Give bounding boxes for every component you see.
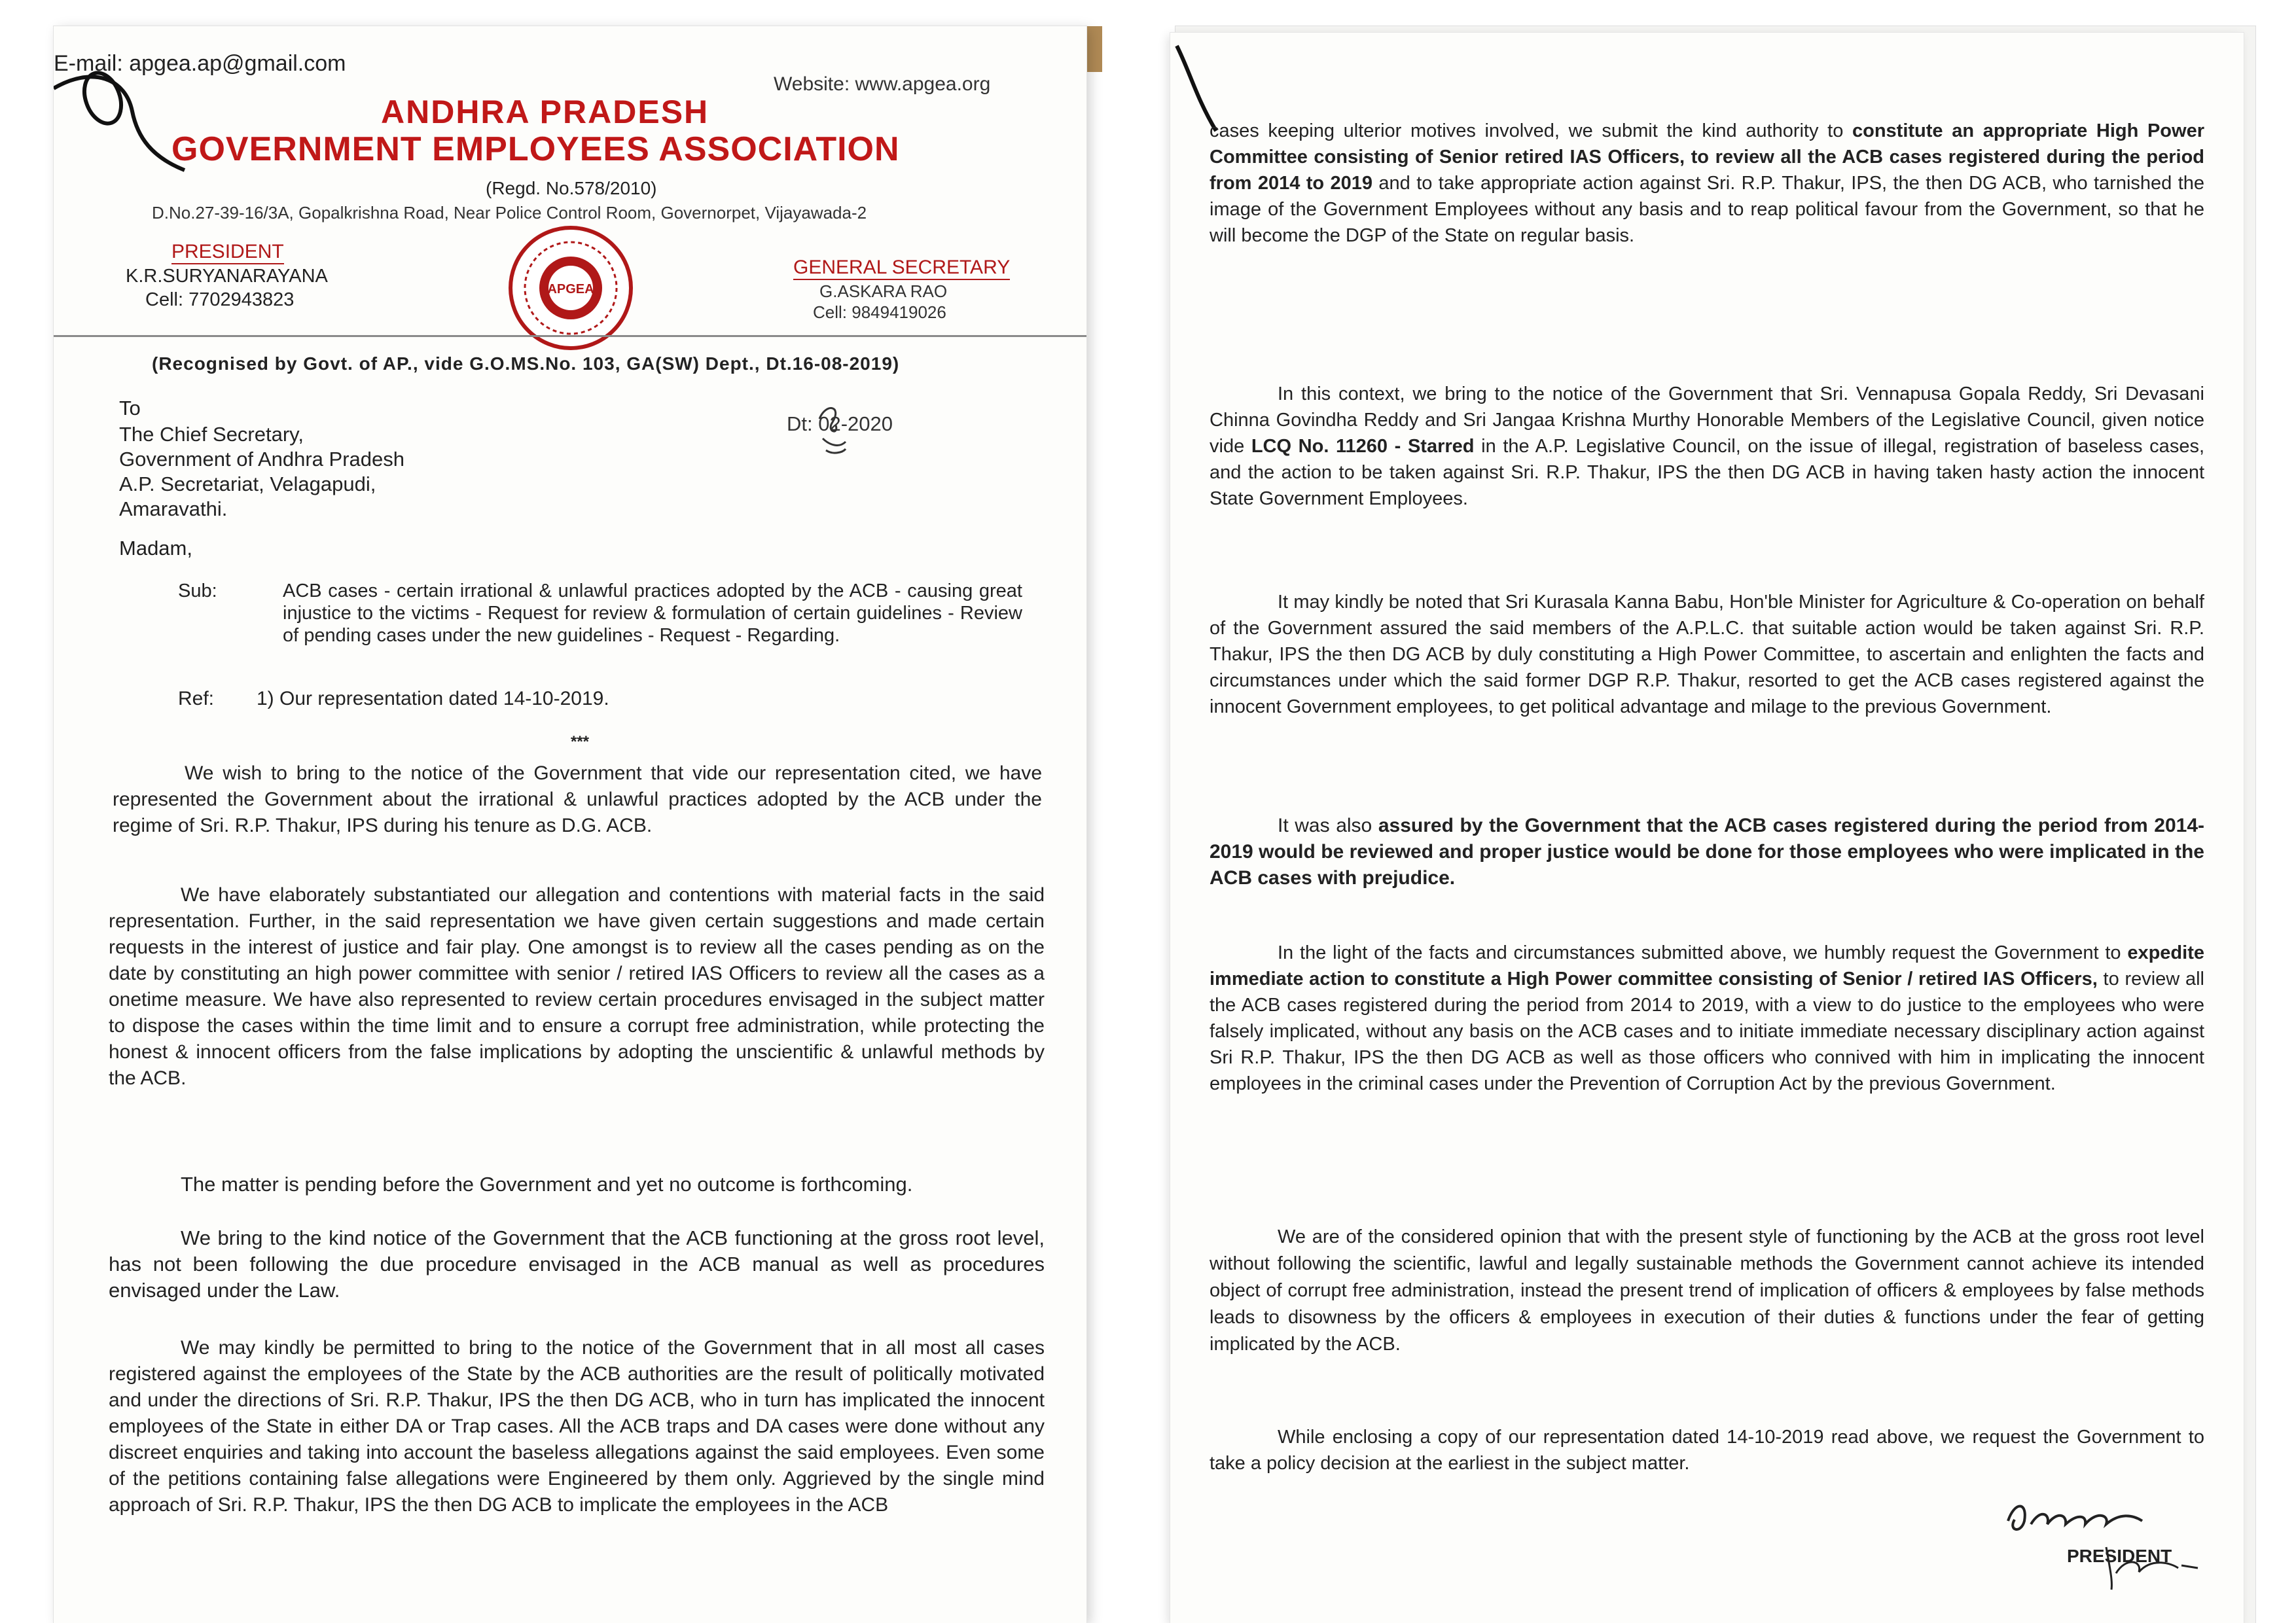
body-paragraph: In this context, we bring to the notice of the Government that Sri. Vennapusa Gopala Reddy, Sri Devasani Chinna Govindha Reddy and Sri Jangaa Krishna Murthy Honorable Members of the Legislative Council, given notice vide LCQ No. 11260 - Starred in the A.P. Legislative Council, on the issue of illegal, registration of baseless cases, and the action to be taken against Sri. R.P. Thakur, IPS the then DG ACB in having taken hasty action the innocent State Government Employees. <box>1210 383 2204 509</box>
org-title-line2: GOVERNMENT EMPLOYEES ASSOCIATION <box>171 130 900 168</box>
body-paragraph: We wish to bring to the notice of the Government that vide our representation cited, we have represented the Government about the irrational & unlawful practices adopted by the ACB under the regime of Sri. R.P. Thakur, IPS during his tenure as D.G. ACB. <box>113 762 1042 836</box>
org-address: D.No.27-39-16/3A, Gopalkrishna Road, Near Police Control Room, Governorpet, Vijayawada-2 <box>152 203 867 223</box>
to-label: To <box>119 397 141 419</box>
signoff-title: PRESIDENT <box>2067 1546 2172 1566</box>
reference-label: Ref: <box>178 688 215 709</box>
general-secretary-cell: Cell: 9849419026 <box>813 302 946 322</box>
body-paragraph: It may kindly be noted that Sri Kurasala Kanna Babu, Hon'ble Minister for Agriculture & Co-operation on behalf of the Government assured the said members of the A.P.L.C. that suitable action would be taken against Sri. R.P. Thakur, IPS the then DG ACB by duly constituting a High Power Committee, to ascertain and enlighten the facts and circumstances under which the said former DGP R.P. Thakur, resorted to get the ACB cases registered against the innocent Government employees, to get political advantage and milage to the previous Government. <box>1210 592 2204 717</box>
recipient-line: A.P. Secretariat, Velagapudi, <box>119 473 376 495</box>
reference-text: 1) Our representation dated 14-10-2019. <box>257 688 609 709</box>
association-logo <box>505 223 636 353</box>
separator-stars: *** <box>571 733 590 751</box>
salutation: Madam, <box>119 537 192 560</box>
president-title: PRESIDENT <box>171 241 284 264</box>
body-paragraph: We have elaborately substantiated our allegation and contentions with material facts in the said representation. Further, in the said representation we have given certain suggestions and made certain requests in the interest of justice and fair play. One amongst is to review all the cases pending as on the date by constituting an high power committee with senior / retired IAS Officers to review all the cases as a onetime measure. We have also represented to review certain procedures envisaged in the subject matter to dispose the cases within the time limit and to ensure a corrupt free administration, while protecting the honest & innocent officers from the false implications by adopting the unscientific & unlawful methods by the ACB. <box>109 884 1045 1089</box>
body-paragraph: We are of the considered opinion that with the present style of functioning by the ACB at the gross root level without following the scientific, lawful and legally sustainable methods the Government cannot achieve its intended object of corrupt free administration, instead the present trend of implication of officers & employees by false methods leads to disowness by the officers & employees in execution of their duties & functions under the fear of getting implicated by the ACB. <box>1210 1226 2204 1355</box>
recipient-line: Government of Andhra Pradesh <box>119 448 404 471</box>
email-text: E-mail: apgea.ap@gmail.com <box>54 51 346 76</box>
recognition-line: (Recognised by Govt. of AP., vide G.O.MS.No. 103, GA(SW) Dept., Dt.16-08-2019) <box>152 353 900 374</box>
org-title-line1: ANDHRA PRADESH <box>381 94 709 130</box>
emphasis-text: assured by the Government that the ACB cases registered during the period from 2014-2019 would be reviewed and proper justice would be done for those employees who were implicated in the ACB cases with prejudice. <box>1210 815 2204 889</box>
reference-line <box>178 687 1029 711</box>
body-paragraph: We may kindly be permitted to bring to the notice of the Government that in all most all cases registered against the employees of the State by the ACB authorities are the result of politically motivated and under the directions of Sri. R.P. Thakur, IPS the then DG ACB, who in turn has implicated the innocent employees of the State in either DA or Trap cases. All the ACB traps and DA cases were done without any discreet enquiries and taking into account the baseless allegations against the said employees. Even some of the petitions containing false allegations were Engineered by them only. Aggrieved by the single mind approach of Sri. R.P. Thakur, IPS the then DG ACB to implicate the employees in the ACB <box>109 1337 1045 1516</box>
subject-text: ACB cases - certain irrational & unlawful practices adopted by the ACB - causing great injustice to the victims - Request for review & formulation of certain guidelines - Review of pending cases under the new guidelines - Request - Regarding. <box>283 580 1022 646</box>
body-paragraph: In the light of the facts and circumstances submitted above, we humbly request the Government to expedite immediate action to constitute a High Power committee consisting of Senior / retired IAS Officers, to review all the ACB cases registered during the period from 2014 to 2019, with a view to do justice to the employees who were falsely implicated, without any basis on the ACB cases and to initiate immediate necessary disciplinary action against Sri R.P. Thakur, IPS the then DG ACB as well as those officers who connived with him in implicating the innocent employees in the criminal cases under the Prevention of Corruption Act by the previous Government. <box>1210 942 2204 1094</box>
handwritten-day <box>813 399 852 458</box>
svg-text:APGEA: APGEA <box>547 282 594 296</box>
letterhead-divider <box>54 335 1086 337</box>
body-paragraph: While enclosing a copy of our representation dated 14-10-2019 read above, we request the Government to take a policy decision at the earliest in the subject matter. <box>1210 1427 2204 1474</box>
body-paragraph: It was also assured by the Government that the ACB cases registered during the period from 2014-2019 would be reviewed and proper justice would be done for those employees who were implicated in the ACB cases with prejudice. <box>1210 815 2204 889</box>
letter-date: Dt: 02-2020 <box>787 412 893 435</box>
president-cell: Cell: 7702943823 <box>145 289 295 310</box>
president-signature <box>2001 1495 2217 1593</box>
recipient-line: The Chief Secretary, <box>119 423 304 446</box>
registration-number: (Regd. No.578/2010) <box>486 178 657 198</box>
emphasis-text: expedite immediate action to constitute a High Power committee consisting of Senior / retired IAS Officers, <box>1210 942 2204 990</box>
emphasis-text: LCQ No. 11260 - Starred <box>1251 436 1475 457</box>
letter-page-1 <box>54 26 1086 1623</box>
emphasis-text: constitute an appropriate High Power Committee consisting of Senior retired IAS Officers, to review all the ACB cases registered during the period from 2014 to 2019 <box>1210 120 2204 194</box>
subject-label: Sub: <box>178 580 217 601</box>
recipient-line: Amaravathi. <box>119 497 228 520</box>
body-paragraph: The matter is pending before the Government and yet no outcome is forthcoming. <box>181 1173 913 1196</box>
letter-page-2 <box>1170 33 2244 1623</box>
body-paragraph: We bring to the kind notice of the Government that the ACB functioning at the gross root level, has not been following the due procedure envisaged in the ACB manual as well as procedures envisaged under the Law. <box>109 1226 1045 1302</box>
general-secretary-name: G.ASKARA RAO <box>819 281 948 301</box>
website-text: Website: www.apgea.org <box>774 73 991 95</box>
president-name: K.R.SURYANARAYANA <box>126 266 328 287</box>
body-paragraph: cases keeping ulterior motives involved, we submit the kind authority to constitute an appropriate High Power Committee consisting of Senior retired IAS Officers, to review all the ACB cases registered during the period from 2014 to 2019 and to take appropriate action against Sri. R.P. Thakur, IPS, the then DG ACB, who tarnished the image of the Government Employees without any basis and to reap political favour from the Government, so that he will become the DGP of the State on regular basis. <box>1210 120 2205 246</box>
general-secretary-title: GENERAL SECRETARY <box>793 257 1010 280</box>
